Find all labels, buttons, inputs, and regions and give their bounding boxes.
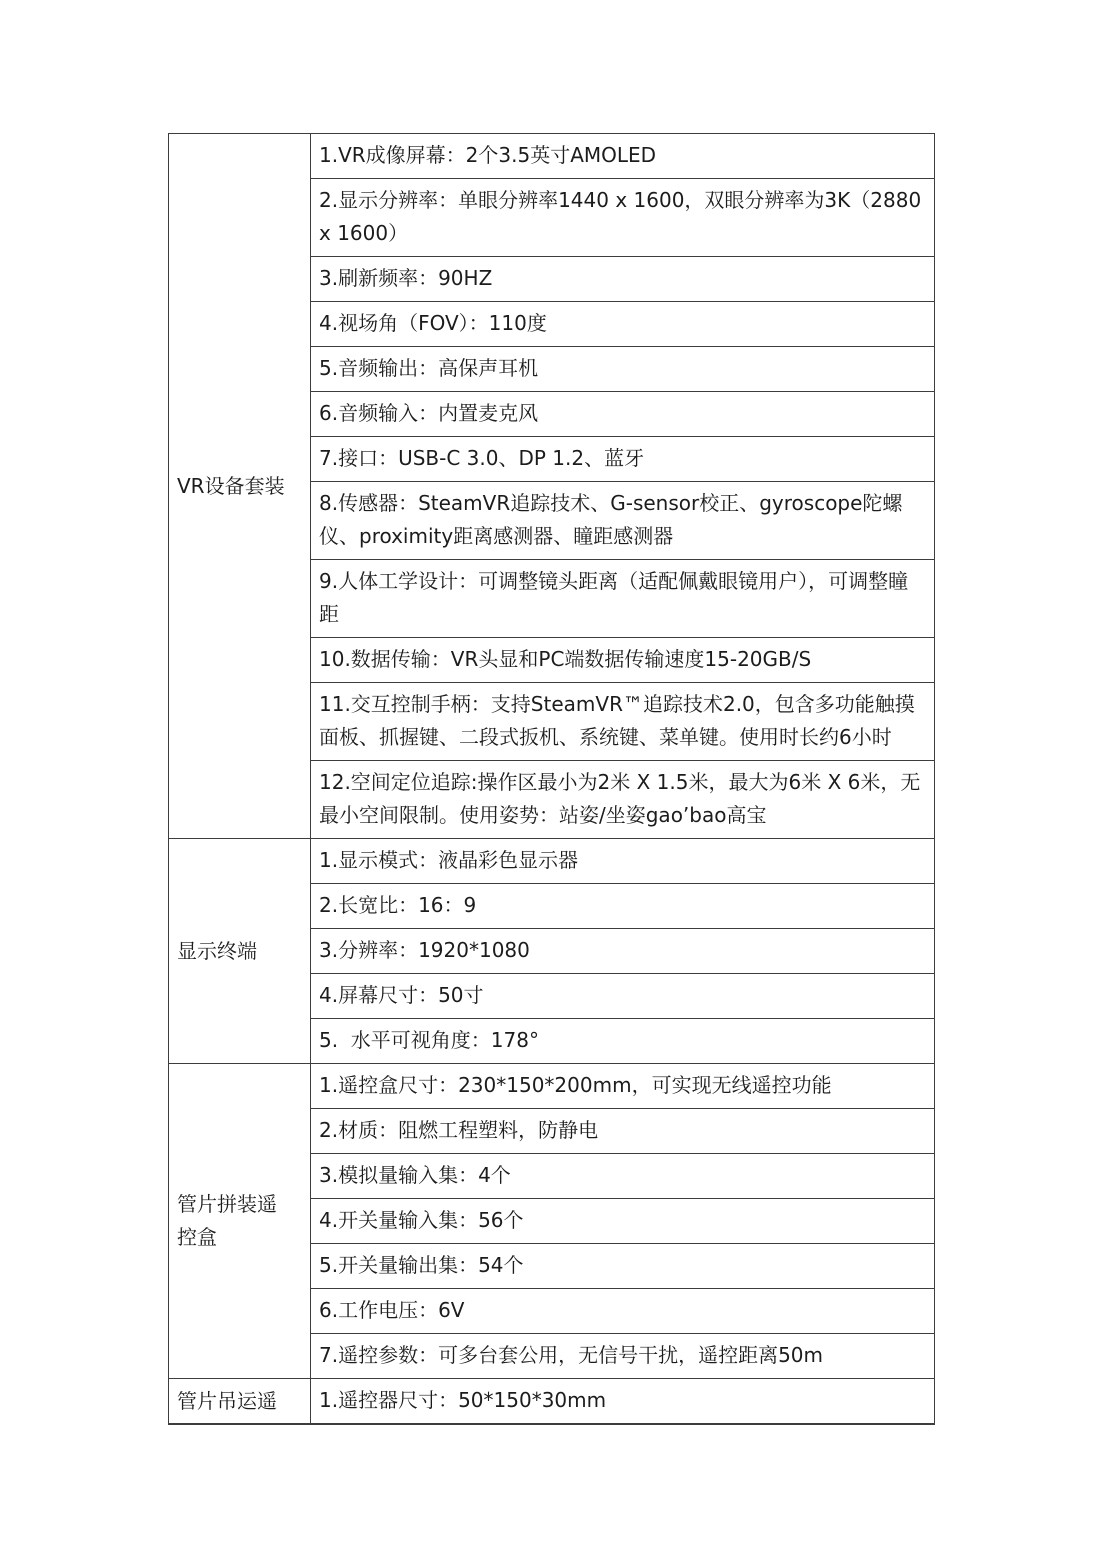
spec-cell: 2.长宽比：16：9 bbox=[311, 884, 935, 929]
spec-cell: 10.数据传输：VR头显和PC端数据传输速度15-20GB/S bbox=[311, 638, 935, 683]
spec-cell: 1.VR成像屏幕：2个3.5英寸AMOLED bbox=[311, 134, 935, 179]
table-row bbox=[169, 134, 935, 179]
spec-cell: 7.遥控参数：可多台套公用，无信号干扰，遥控距离50m bbox=[311, 1334, 935, 1379]
table-row bbox=[169, 1379, 935, 1425]
spec-cell: 3.分辨率：1920*1080 bbox=[311, 929, 935, 974]
spec-cell: 11.交互控制手柄：支持SteamVR™追踪技术2.0，包含多功能触摸面板、抓握键、二段式扳机、系统键、菜单键。使用时长约6小时 bbox=[311, 683, 935, 761]
category-cell-segment-hoisting-remote: 管片吊运遥 bbox=[169, 1379, 311, 1425]
category-cell-segment-assembly-remote-box: 管片拼装遥控盒 bbox=[169, 1064, 311, 1379]
table-row bbox=[169, 1064, 935, 1109]
spec-cell: 4.屏幕尺寸：50寸 bbox=[311, 974, 935, 1019]
spec-cell: 12.空间定位追踪:操作区最小为2米 X 1.5米，最大为6米 X 6米，无最小空间限制。使用姿势：站姿/坐姿gao’bao高宝 bbox=[311, 761, 935, 839]
spec-cell: 7.接口：USB-C 3.0、DP 1.2、蓝牙 bbox=[311, 437, 935, 482]
spec-cell: 4.开关量输入集：56个 bbox=[311, 1199, 935, 1244]
spec-cell: 3.模拟量输入集：4个 bbox=[311, 1154, 935, 1199]
spec-cell: 8.传感器：SteamVR追踪技术、G-sensor校正、gyroscope陀螺仪、proximity距离感测器、瞳距感测器 bbox=[311, 482, 935, 560]
spec-table bbox=[168, 133, 935, 1425]
category-cell-display-terminal: 显示终端 bbox=[169, 839, 311, 1064]
spec-cell: 1.显示模式：液晶彩色显示器 bbox=[311, 839, 935, 884]
table-row bbox=[169, 839, 935, 884]
spec-cell: 1.遥控盒尺寸：230*150*200mm，可实现无线遥控功能 bbox=[311, 1064, 935, 1109]
spec-cell: 3.刷新频率：90HZ bbox=[311, 257, 935, 302]
spec-cell: 5. 水平可视角度：178° bbox=[311, 1019, 935, 1064]
spec-cell: 6.音频输入：内置麦克风 bbox=[311, 392, 935, 437]
spec-cell: 5.音频输出：高保声耳机 bbox=[311, 347, 935, 392]
spec-table-container bbox=[168, 133, 935, 1425]
spec-cell: 2.显示分辨率：单眼分辨率1440 x 1600，双眼分辨率为3K（2880 x 1600） bbox=[311, 179, 935, 257]
category-cell-vr-kit: VR设备套装 bbox=[169, 134, 311, 839]
spec-cell: 9.人体工学设计：可调整镜头距离（适配佩戴眼镜用户），可调整瞳距 bbox=[311, 560, 935, 638]
spec-cell: 2.材质：阻燃工程塑料，防静电 bbox=[311, 1109, 935, 1154]
spec-cell: 4.视场角（FOV）：110度 bbox=[311, 302, 935, 347]
spec-cell: 6.工作电压：6V bbox=[311, 1289, 935, 1334]
spec-cell: 1.遥控器尺寸：50*150*30mm bbox=[311, 1379, 935, 1425]
spec-cell: 5.开关量输出集：54个 bbox=[311, 1244, 935, 1289]
